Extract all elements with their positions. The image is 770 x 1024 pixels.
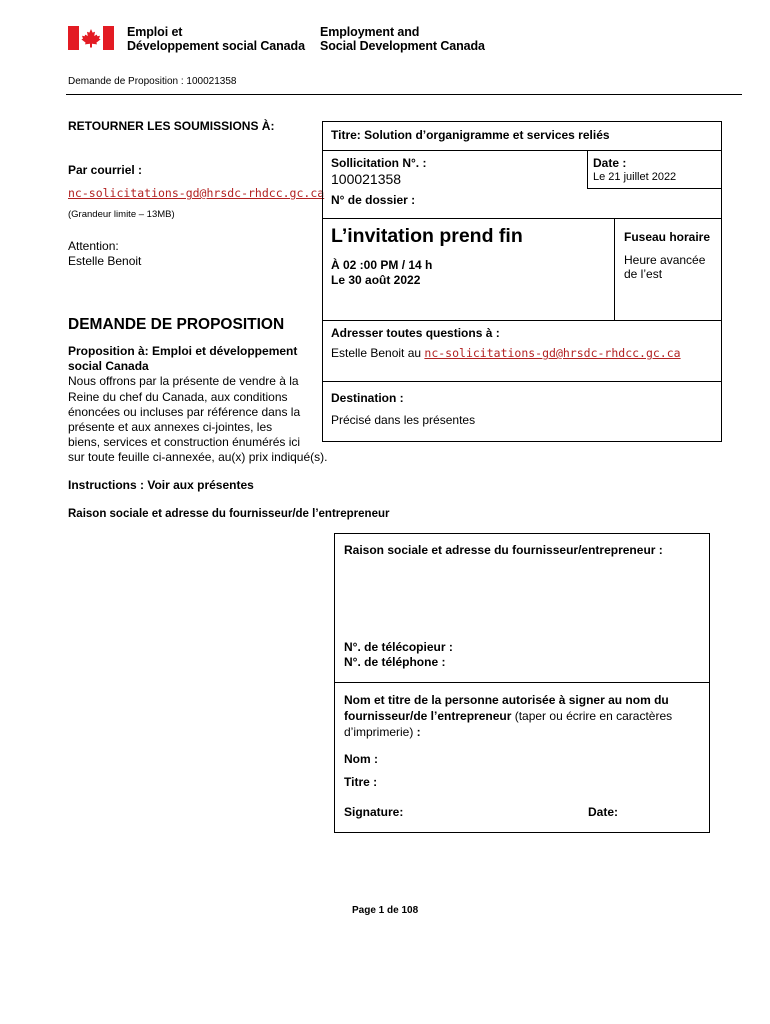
solicitation-label: Sollicitation N°. : [331, 156, 427, 170]
page-number: Page 1 de 108 [352, 905, 419, 916]
fax-label: N°. de télécopieur : [344, 640, 453, 654]
file-number-label: N° de dossier : [331, 193, 416, 207]
destination-label: Destination : [331, 391, 404, 405]
timezone-line1: Heure avancée [624, 253, 706, 267]
signer-line3-note: d’imprimerie) [344, 725, 414, 739]
date-value: Le 21 juillet 2022 [593, 171, 677, 183]
size-limit: (Grandeur limite – 13MB) [68, 209, 175, 220]
canada-flag-icon [68, 26, 114, 50]
supplier-box-heading: Raison sociale et adresse du fournisseur/entrepreneur : [344, 543, 663, 557]
solicitation-title: Titre: Solution d’organigramme et services reliés [331, 128, 610, 142]
signature-label: Signature: [344, 805, 404, 819]
divider [334, 682, 710, 683]
divider [322, 320, 722, 321]
dept-fr-line2: Développement social Canada [127, 39, 305, 53]
attention-name: Estelle Benoit [68, 254, 142, 268]
body-line: énoncées ou incluses par référence dans la [68, 404, 301, 419]
body-line: présente et aux annexes ci-jointes, les [68, 420, 273, 435]
signer-line2-note: (taper ou écrire en caractères [511, 709, 673, 723]
instructions: Instructions : Voir aux présentes [68, 478, 254, 492]
questions-contact [331, 346, 681, 360]
supplier-box [334, 533, 710, 833]
phone-label: N°. de téléphone : [344, 655, 446, 669]
closing-title: L’invitation prend fin [331, 225, 523, 247]
name-label: Nom : [344, 752, 378, 766]
body-line: Reine du chef du Canada, aux conditions [68, 389, 288, 404]
proposal-to-line1: Proposition à: Emploi et développement [68, 344, 298, 358]
divider [322, 381, 722, 382]
dept-name-fr [127, 25, 305, 53]
timezone-line2: de l’est [624, 267, 663, 281]
signer-line2-bold: fournisseur/de l’entrepreneur [344, 709, 512, 723]
signer-line1: Nom et titre de la personne autorisée à signer au nom du [344, 693, 669, 707]
supplier-heading: Raison sociale et adresse du fournisseur/de l’entrepreneur [68, 508, 390, 520]
signature-date-label: Date: [588, 805, 619, 819]
divider [587, 150, 588, 188]
proposal-reference: Demande de Proposition : 100021358 [68, 76, 237, 87]
attention-label: Attention: [68, 239, 119, 253]
destination-value: Précisé dans les présentes [331, 413, 476, 427]
dept-en-line1: Employment and [320, 25, 420, 39]
questions-label: Adresser toutes questions à : [331, 326, 500, 340]
divider [587, 188, 722, 189]
date-label: Date : [593, 156, 627, 170]
divider [322, 150, 722, 151]
closing-date: Le 30 août 2022 [331, 273, 421, 287]
dept-name-en [320, 25, 485, 53]
signer-colon: : [413, 725, 421, 739]
proposal-to-line2: social Canada [68, 359, 149, 374]
return-title: RETOURNER LES SOUMISSIONS À: [68, 119, 275, 133]
dept-fr-line1: Emploi et [127, 25, 183, 39]
proposal-body [68, 344, 327, 466]
body-line: biens, services et construction énumérés ici [68, 435, 301, 450]
divider [614, 218, 615, 320]
submission-email-link[interactable]: nc-solicitations-gd@hrsdc-rhdcc.gc.ca [68, 186, 325, 200]
questions-prefix: Estelle Benoit au [331, 346, 422, 360]
body-line: Nous offrons par la présente de vendre à la [68, 374, 299, 389]
questions-email-link[interactable]: nc-solicitations-gd@hrsdc-rhdcc.gc.ca [424, 346, 681, 360]
signer-instructions [344, 692, 704, 740]
email-label: Par courriel : [68, 163, 143, 177]
section-title: DEMANDE DE PROPOSITION [68, 316, 285, 333]
body-line: sur toute feuille ci-annexée, au(x) prix indiqué(s). [68, 450, 328, 465]
divider [322, 218, 722, 219]
solicitation-number: 100021358 [331, 171, 402, 187]
dept-en-line2: Social Development Canada [320, 39, 485, 53]
header-divider [66, 94, 742, 95]
closing-time: À 02 :00 PM / 14 h [331, 258, 433, 272]
title-label: Titre : [344, 775, 378, 789]
timezone-label: Fuseau horaire [624, 230, 711, 244]
